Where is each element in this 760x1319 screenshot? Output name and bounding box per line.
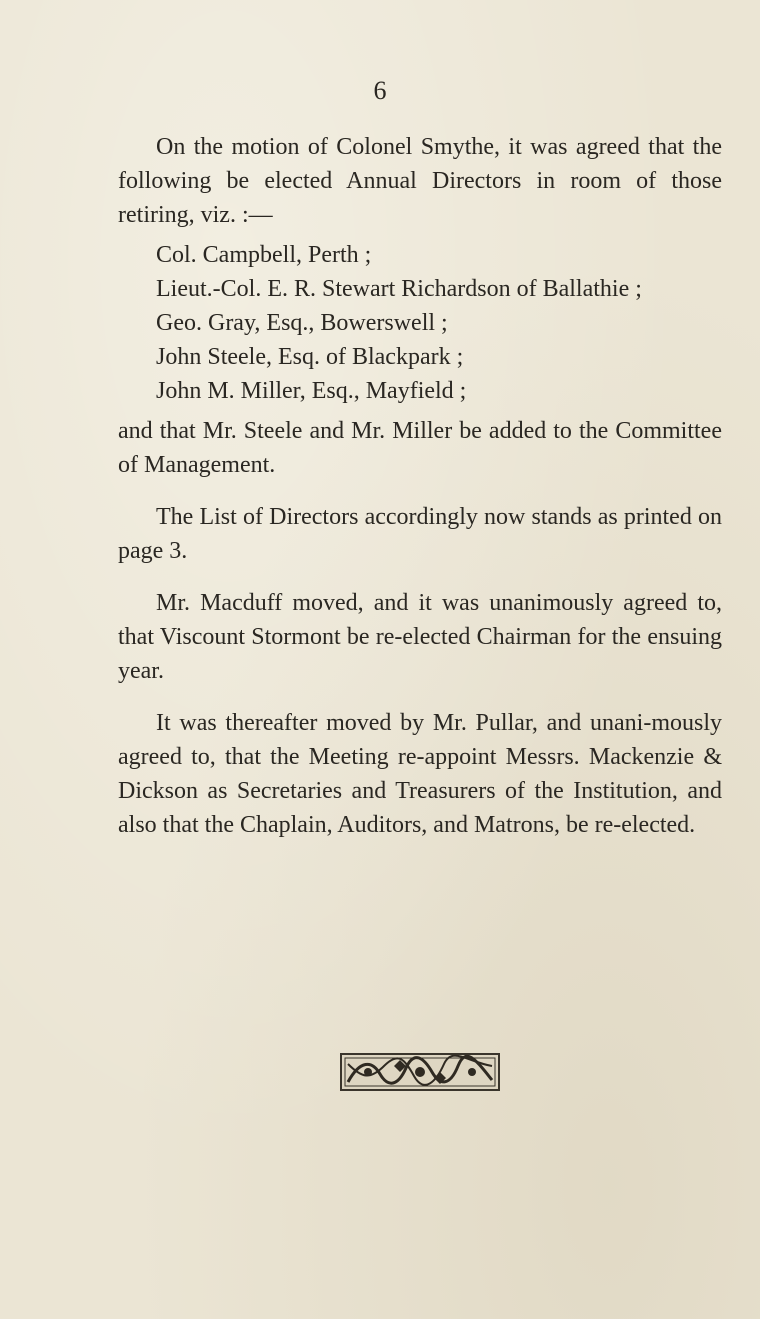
director-item: John M. Miller, Esq., Mayfield ; (156, 378, 467, 404)
directors-list (118, 238, 722, 408)
director-item: Col. Campbell, Perth ; (156, 242, 372, 268)
motion-paragraph: On the motion of Colonel Smythe, it was agreed that the following be elected Annual Directors in room of those retiring, viz. :— (118, 134, 722, 228)
director-item: Geo. Gray, Esq., Bowerswell ; (156, 310, 448, 336)
director-item: Lieut.-Col. E. R. Stewart Richardson of Ballathie ; (156, 276, 642, 302)
secretaries-paragraph: It was thereafter moved by Mr. Pullar, and unani-mously agreed to, that the Meeting re-appoint Messrs. Mackenzie & Dickson as Secretaries and Treasurers of the Institution, and also that the Chaplain, Auditors, and Matrons, be re-elected. (118, 710, 722, 838)
committee-paragraph: and that Mr. Steele and Mr. Miller be added to the Committee of Management. (118, 418, 722, 478)
director-item: John Steele, Esq. of Blackpark ; (156, 344, 464, 370)
chairman-paragraph: Mr. Macduff moved, and it was unanimously agreed to, that Viscount Stormont be re-elected Chairman for the ensuing year. (118, 590, 722, 684)
page-number: 6 (373, 76, 387, 105)
decorative-tailpiece-icon (340, 1052, 500, 1092)
list-of-directors-paragraph: The List of Directors accordingly now stands as printed on page 3. (118, 504, 722, 564)
body-text (118, 130, 722, 842)
